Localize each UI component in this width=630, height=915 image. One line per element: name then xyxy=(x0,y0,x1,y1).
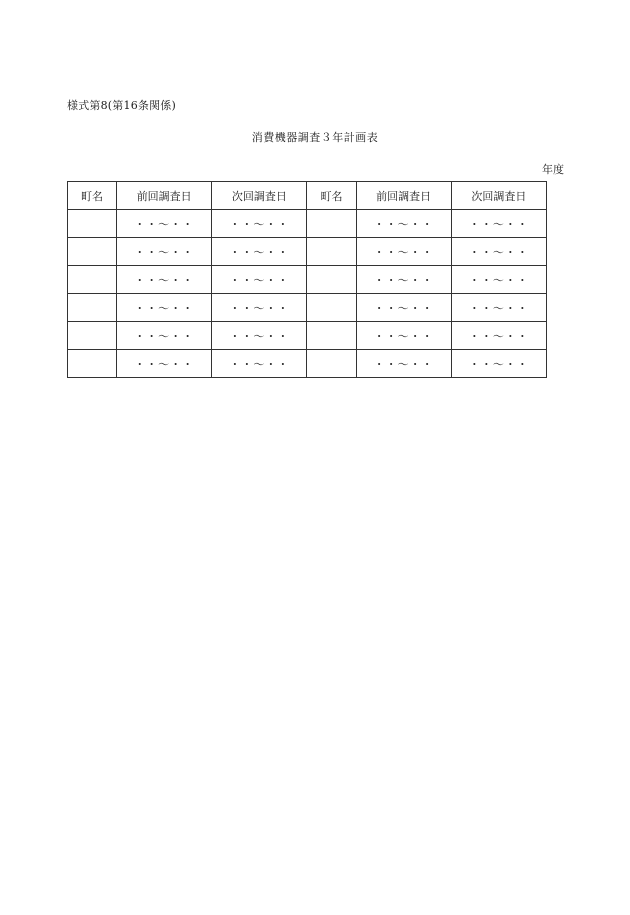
town-name-cell xyxy=(68,266,117,294)
header-town-name: 町名 xyxy=(68,182,117,210)
town-name-cell xyxy=(307,350,356,378)
table-row xyxy=(68,350,547,378)
town-name-cell xyxy=(68,322,117,350)
previous-survey-date-cell: ・・～・・ xyxy=(356,322,451,350)
previous-survey-date-cell: ・・～・・ xyxy=(356,266,451,294)
town-name-cell xyxy=(307,238,356,266)
table-header-row xyxy=(68,182,547,210)
next-survey-date-cell: ・・～・・ xyxy=(451,238,546,266)
next-survey-date-cell: ・・～・・ xyxy=(212,294,307,322)
previous-survey-date-cell: ・・～・・ xyxy=(356,238,451,266)
town-name-cell xyxy=(307,294,356,322)
header-next-survey-date: 次回調査日 xyxy=(212,182,307,210)
previous-survey-date-cell: ・・～・・ xyxy=(117,350,212,378)
town-name-cell xyxy=(307,266,356,294)
next-survey-date-cell: ・・～・・ xyxy=(212,350,307,378)
next-survey-date-cell: ・・～・・ xyxy=(212,238,307,266)
town-name-cell xyxy=(307,322,356,350)
town-name-cell xyxy=(68,238,117,266)
table-row xyxy=(68,210,547,238)
header-town-name: 町名 xyxy=(307,182,356,210)
next-survey-date-cell: ・・～・・ xyxy=(451,322,546,350)
header-next-survey-date: 次回調査日 xyxy=(451,182,546,210)
town-name-cell xyxy=(307,210,356,238)
previous-survey-date-cell: ・・～・・ xyxy=(117,294,212,322)
next-survey-date-cell: ・・～・・ xyxy=(451,350,546,378)
previous-survey-date-cell: ・・～・・ xyxy=(117,322,212,350)
fiscal-year-label: 年度 xyxy=(542,163,564,176)
previous-survey-date-cell: ・・～・・ xyxy=(117,238,212,266)
page-title: 消費機器調査３年計画表 xyxy=(251,131,379,144)
table-row xyxy=(68,266,547,294)
table-row xyxy=(68,294,547,322)
table-row xyxy=(68,322,547,350)
next-survey-date-cell: ・・～・・ xyxy=(451,294,546,322)
town-name-cell xyxy=(68,350,117,378)
previous-survey-date-cell: ・・～・・ xyxy=(356,350,451,378)
next-survey-date-cell: ・・～・・ xyxy=(212,210,307,238)
town-name-cell xyxy=(68,294,117,322)
next-survey-date-cell: ・・～・・ xyxy=(212,322,307,350)
previous-survey-date-cell: ・・～・・ xyxy=(356,294,451,322)
survey-plan-table xyxy=(67,181,547,378)
next-survey-date-cell: ・・～・・ xyxy=(451,266,546,294)
previous-survey-date-cell: ・・～・・ xyxy=(117,266,212,294)
next-survey-date-cell: ・・～・・ xyxy=(451,210,546,238)
town-name-cell xyxy=(68,210,117,238)
form-number: 様式第8(第16条関係) xyxy=(67,99,176,112)
header-previous-survey-date: 前回調査日 xyxy=(117,182,212,210)
header-previous-survey-date: 前回調査日 xyxy=(356,182,451,210)
next-survey-date-cell: ・・～・・ xyxy=(212,266,307,294)
previous-survey-date-cell: ・・～・・ xyxy=(356,210,451,238)
previous-survey-date-cell: ・・～・・ xyxy=(117,210,212,238)
table-row xyxy=(68,238,547,266)
